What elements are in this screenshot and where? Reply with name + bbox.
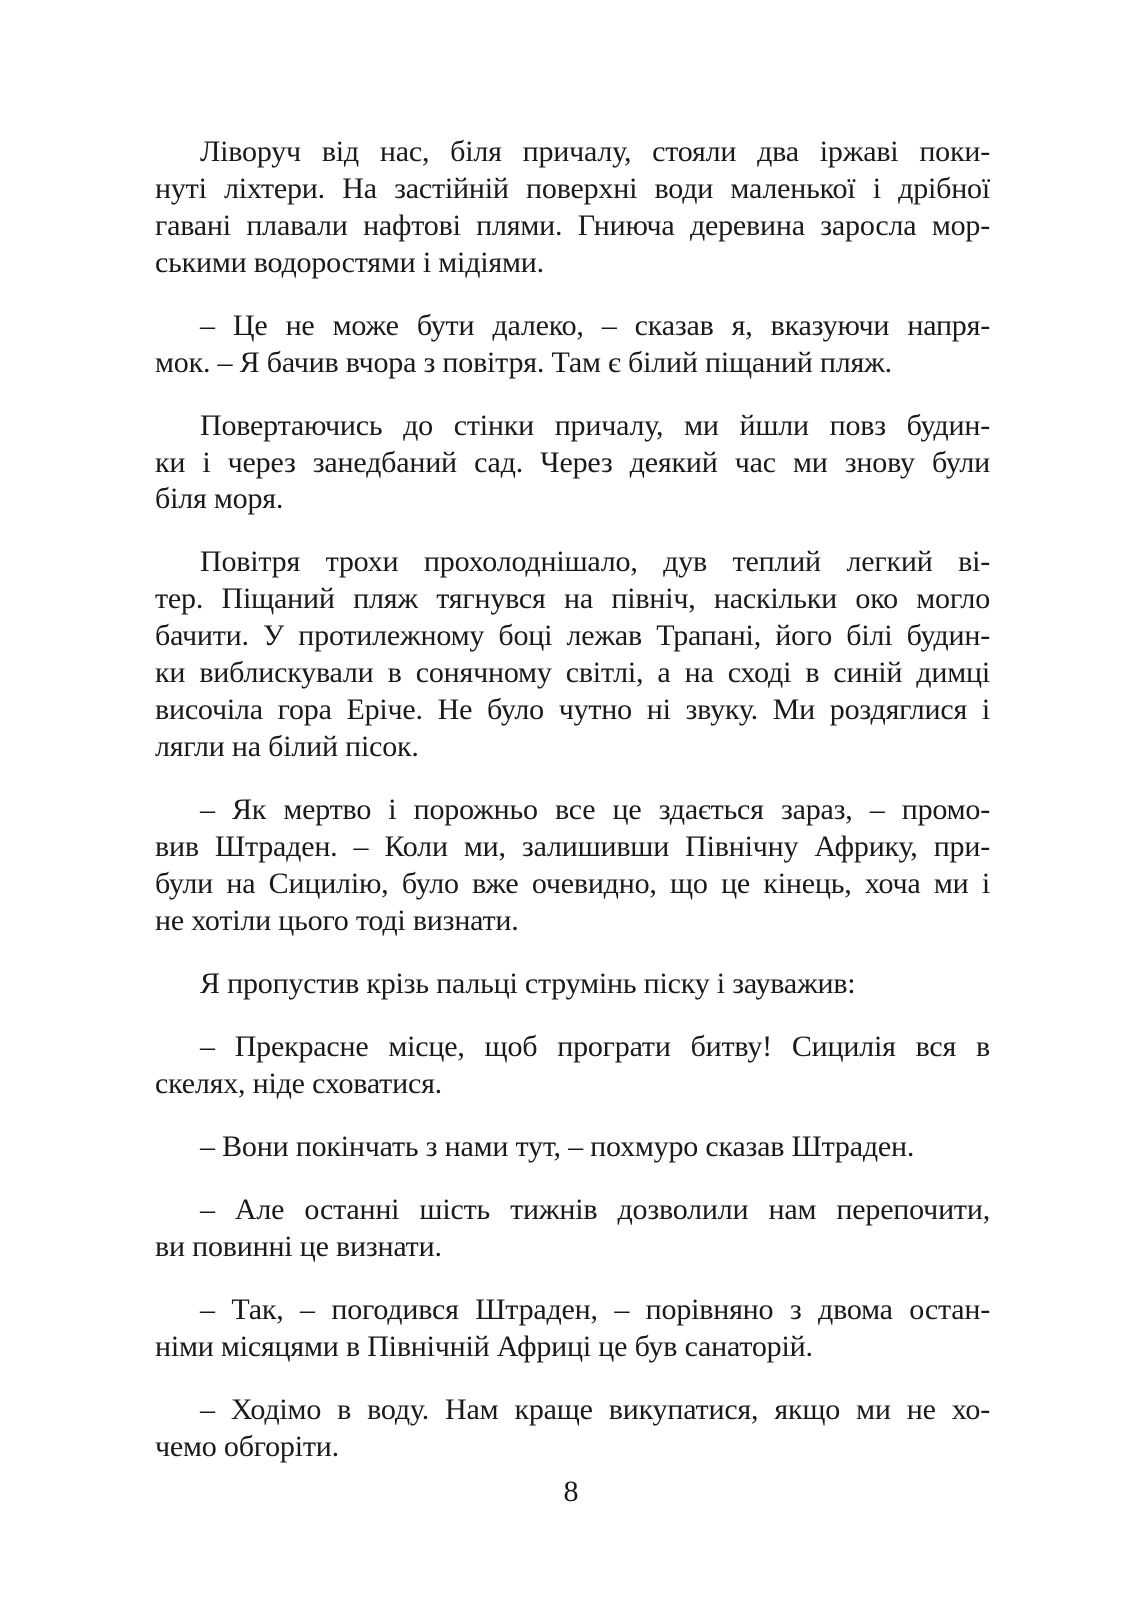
text-line: мок. – Я бачив вчора з повітря. Там є білий піщаний пляж. [155, 346, 892, 379]
text-line: чемо обгоріти. [155, 1430, 339, 1463]
text-line: ки і через занедбаний сад. Через деякий час ми знову були [155, 446, 990, 479]
text-line: нуті ліхтери. На застійній поверхні води маленької і дрібної [155, 172, 990, 205]
text-line: скелях, ніде сховатися. [155, 1067, 442, 1100]
text-line: – Як мертво і порожньо все це здається зараз, – промо- [200, 793, 990, 826]
text-line: ви повинні це визнати. [155, 1230, 442, 1263]
text-line: бачити. У протилежному боці лежав Трапані, його білі будин- [155, 619, 990, 652]
text-line: не хотіли цього тоді визнати. [155, 904, 519, 937]
text-line: – Це не може бути далеко, – сказав я, вказуючи напря- [200, 309, 990, 342]
text-line: – Ходімо в воду. Нам краще викупатися, якщо ми не хо- [200, 1393, 990, 1426]
text-line: лягли на білий пісок. [155, 730, 419, 763]
page-number: 8 [563, 1475, 579, 1508]
text-line: – Але останні шість тижнів дозволили нам перепочити, [200, 1193, 990, 1226]
text-line: Я пропустив крізь пальці струмінь піску і зауважив: [200, 967, 856, 1000]
text-line: височіла гора Еріче. Не було чутно ні звуку. Ми роздяглися і [155, 693, 990, 726]
text-line: Повертаючись до стінки причалу, ми йшли повз будин- [200, 409, 990, 442]
text-line: біля моря. [155, 482, 284, 515]
text-line: гавані плавали нафтові плями. Гниюча деревина заросла мор- [155, 209, 990, 242]
text-line: Ліворуч від нас, біля причалу, стояли два іржаві поки- [200, 135, 990, 168]
text-line: – Прекрасне місце, щоб програти битву! Сицилія вся в [200, 1030, 990, 1063]
text-line: вив Штраден. – Коли ми, залишивши Північну Африку, при- [155, 830, 990, 863]
text-line: німи місяцями в Північній Африці це був санаторій. [155, 1330, 813, 1363]
text-line: ськими водоростями і мідіями. [155, 246, 544, 279]
text-line: були на Сицилію, було вже очевидно, що це кінець, хоча ми і [155, 867, 990, 900]
text-line: Повітря трохи прохолоднішало, дув теплий легкий ві- [200, 545, 990, 578]
text-line: тер. Піщаний пляж тягнувся на північ, наскільки око могло [155, 582, 990, 615]
text-line: – Вони покінчать з нами тут, – похмуро сказав Штраден. [200, 1130, 915, 1163]
text-line: – Так, – погодився Штраден, – порівняно з двома остан- [200, 1293, 990, 1326]
text-line: ки виблискували в сонячному світлі, а на сході в синій димці [155, 656, 990, 689]
